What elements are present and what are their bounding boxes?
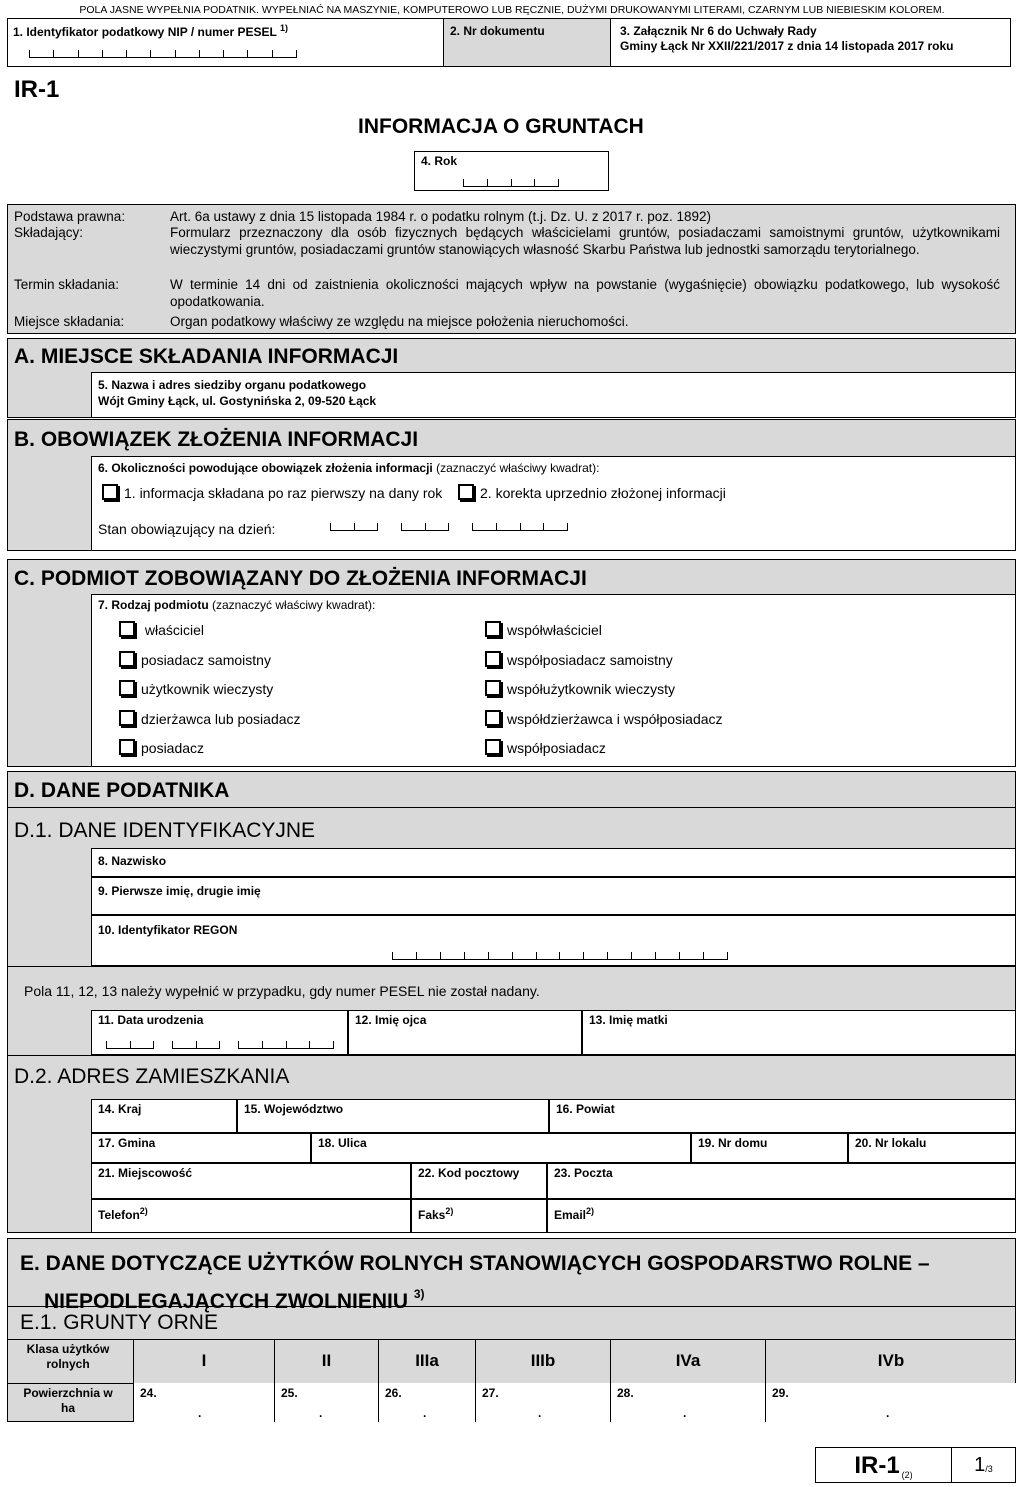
option-wspolposiadacz-samoistny[interactable]: współposiadacz samoistny — [485, 646, 723, 676]
field-nip-pesel[interactable] — [7, 18, 444, 67]
field-nazwisko[interactable] — [91, 848, 1016, 877]
option-wspolwlasciciel[interactable]: współwłaściciel — [485, 616, 723, 646]
field-kraj[interactable]: 14. Kraj — [91, 1099, 237, 1133]
section-b-title: B. OBOWIĄZEK ZŁOŻENIA INFORMACJI — [14, 428, 419, 451]
termin-text: W terminie 14 dni od zaistnienia okoliczności mających wpływ na powstanie (wygaśnięcie) obowiązku podatkowego, lub wysokość opodatkowania. — [170, 277, 1000, 309]
field-ulica[interactable]: 18. Ulica — [311, 1133, 691, 1163]
year-comb[interactable] — [472, 523, 568, 531]
option-uzytkownik-wieczysty[interactable]: użytkownik wieczysty — [119, 675, 301, 705]
class-iiib: IIIb — [476, 1339, 611, 1383]
area-field-29[interactable]: 29. . — [772, 1386, 890, 1420]
field-nr-lokalu[interactable]: 20. Nr lokalu — [848, 1133, 1016, 1163]
field-rok-label: 4. Rok — [421, 154, 458, 168]
powierzchnia-label: Powierzchnia w ha — [23, 1386, 113, 1415]
page-title: INFORMACJA O GRUNTACH — [358, 115, 644, 138]
field-imie-ojca-label: 12. Imię ojca — [355, 1013, 427, 1027]
checkbox-icon[interactable] — [458, 484, 474, 500]
info-block — [7, 204, 1016, 334]
field-rodzaj-hint: (zaznaczyć właściwy kwadrat): — [212, 598, 376, 612]
section-c — [7, 559, 1016, 767]
klasa-label: Klasa użytków rolnych — [26, 1342, 110, 1371]
field-imie-matki[interactable] — [582, 1010, 1016, 1055]
field-organ-label: 5. Nazwa i adres siedziby organu podatkowego — [98, 378, 367, 392]
field-faks[interactable]: Faks$^{2)}$ — [411, 1199, 547, 1233]
field-okolicznosci-hint: (zaznaczyć właściwy kwadrat): — [436, 461, 600, 475]
field-organ[interactable] — [91, 372, 1016, 418]
checkbox-icon[interactable] — [485, 651, 501, 667]
option-wspoluzytkownik[interactable]: współużytkownik wieczysty — [485, 675, 723, 705]
field-okolicznosci-label: 6. Okoliczności powodujące obowiązek złożenia informacji — [98, 461, 433, 475]
footnote-1: 1) — [279, 23, 288, 33]
footer-code: IR-1 (2) — [816, 1448, 952, 1482]
area-field-28[interactable]: 28. . — [611, 1383, 766, 1422]
area-field-25[interactable]: 25. . — [275, 1383, 379, 1422]
section-b — [7, 419, 1016, 551]
field-kod-pocztowy[interactable]: 22. Kod pocztowy — [411, 1163, 547, 1199]
termin-label: Termin składania: — [14, 277, 120, 292]
option-correction[interactable] — [458, 484, 726, 501]
option-first-time-label: 1. informacja składana po raz pierwszy na dany rok — [124, 485, 443, 501]
option-posiadacz-samoistny[interactable]: posiadacz samoistny — [119, 646, 301, 676]
field-wojewodztwo[interactable]: 15. Województwo — [237, 1099, 549, 1133]
field-miejscowosc[interactable]: 21. Miejscowość — [91, 1163, 411, 1199]
field-rodzaj-label: 7. Rodzaj podmiotu — [98, 598, 209, 612]
top-note: POLA JASNE WYPEŁNIA PODATNIK. WYPEŁNIAĆ NA MASZYNIE, KOMPUTEROWO LUB RĘCZNIE, DUŻYMI DRUKOWANYMI LITERAMI, CZARNYM LUB NIEBIESKIM KOLOREM. — [79, 4, 945, 16]
option-dzierzawca[interactable]: dzierżawca lub posiadacz — [119, 705, 301, 735]
section-e1-title: E.1. GRUNTY ORNE — [20, 1311, 218, 1334]
miejsce-label: Miejsce składania: — [14, 314, 125, 329]
day-comb[interactable] — [330, 523, 378, 531]
checkbox-icon[interactable] — [485, 621, 501, 637]
class-iiia: IIIa — [379, 1339, 476, 1383]
field-nazwisko-label: 8. Nazwisko — [98, 854, 167, 868]
attachment-note — [620, 24, 954, 54]
class-ii: II — [275, 1339, 379, 1383]
right-options — [485, 616, 723, 764]
page-number: 1 /3 — [974, 1453, 993, 1476]
section-d-title: D. DANE PODATNIKA — [14, 779, 230, 802]
regon-comb — [392, 952, 728, 960]
attachment-line2: Gminy Łąck Nr XXII/221/2017 z dnia 14 listopada 2017 roku — [620, 39, 954, 53]
field-nr-domu[interactable]: 19. Nr domu — [691, 1133, 848, 1163]
option-wlasciciel[interactable]: właściciel — [119, 616, 301, 646]
field-organ-value: Wójt Gminy Łąck, ul. Gostynińska 2, 09-520 Łąck — [98, 394, 377, 408]
field-rok[interactable] — [414, 151, 609, 191]
option-first-time[interactable] — [102, 484, 442, 501]
podstawa-text: Art. 6a ustawy z dnia 15 listopada 1984 r. o podatku rolnym (t.j. Dz. U. z 2017 r. poz. 1892) — [170, 209, 712, 224]
miejsce-text: Organ podatkowy właściwy ze względu na miejsce położenia nieruchomości. — [170, 314, 629, 329]
area-row — [133, 1383, 1016, 1422]
checkbox-icon[interactable] — [119, 680, 135, 696]
field-gmina[interactable]: 17. Gmina — [91, 1133, 311, 1163]
field-rodzaj-podmiotu — [91, 594, 1016, 767]
field-imie-matki-label: 13. Imię matki — [589, 1013, 668, 1027]
section-e — [7, 1238, 1016, 1422]
option-posiadacz[interactable]: posiadacz — [119, 734, 301, 764]
field-powiat[interactable]: 16. Powiat — [549, 1099, 1016, 1133]
section-a — [7, 338, 1016, 418]
checkbox-icon[interactable] — [485, 680, 501, 696]
section-d — [7, 771, 1016, 1233]
skladajacy-label: Składający: — [14, 225, 84, 240]
field-regon-label: 10. Identyfikator REGON — [98, 923, 238, 937]
left-options — [119, 616, 301, 764]
section-d1-title: D.1. DANE IDENTYFIKACYJNE — [14, 819, 316, 842]
footer-box — [815, 1447, 1016, 1483]
class-iva: IVa — [611, 1339, 766, 1383]
checkbox-icon[interactable] — [119, 651, 135, 667]
area-field-27[interactable]: 27. . — [476, 1383, 611, 1422]
section-e-title: E. DANE DOTYCZĄCE UŻYTKÓW ROLNYCH STANOWIĄCYCH GOSPODARSTWO ROLNE – NIEPODLEGAJĄCYCH ZWOLNIENIU $^{3)}$ — [20, 1252, 930, 1313]
option-wspolposiadacz[interactable]: współposiadacz — [485, 734, 723, 764]
option-correction-label: 2. korekta uprzednio złożonej informacji — [480, 485, 726, 501]
field-nr-dokumentu — [444, 19, 611, 66]
area-field-24[interactable]: 24. . — [134, 1383, 275, 1422]
field-telefon[interactable]: Telefon$^{2)}$ — [91, 1199, 411, 1233]
section-c-title: C. PODMIOT ZOBOWIĄZANY DO ZŁOŻENIA INFORMACJI — [14, 567, 587, 590]
area-field-26[interactable]: 26. . — [379, 1383, 476, 1422]
field-nr-dokumentu-label: 2. Nr dokumentu — [450, 24, 545, 38]
field-email[interactable]: Email$^{2)}$ — [547, 1199, 1016, 1233]
attachment-line1: 3. Załącznik Nr 6 do Uchwały Rady — [620, 24, 817, 38]
section-d2-title: D.2. ADRES ZAMIESZKANIA — [14, 1065, 290, 1088]
checkbox-icon[interactable] — [485, 710, 501, 726]
field-imie-ojca[interactable] — [348, 1010, 582, 1055]
field-data-urodzenia[interactable] — [91, 1010, 348, 1055]
field-imiona-label: 9. Pierwsze imię, drugie imię — [98, 884, 261, 898]
field-imiona[interactable] — [91, 877, 1016, 915]
form-code: IR-1 — [14, 76, 60, 103]
field-poczta[interactable]: 23. Poczta — [547, 1163, 1016, 1199]
checkbox-icon[interactable] — [119, 710, 135, 726]
field-okolicznosci — [91, 456, 1016, 551]
checkbox-icon[interactable] — [485, 739, 501, 755]
podstawa-label: Podstawa prawna: — [14, 209, 126, 224]
nip-comb — [29, 50, 297, 58]
section-a-title: A. MIEJSCE SKŁADANIA INFORMACJI — [14, 345, 399, 368]
class-i: I — [134, 1339, 275, 1383]
field-regon[interactable] — [91, 915, 1016, 966]
month-comb[interactable] — [401, 523, 449, 531]
stan-label: Stan obowiązujący na dzień: — [98, 521, 276, 537]
pesel-note: Pola 11, 12, 13 należy wypełnić w przypadku, gdy numer PESEL nie został nadany. — [24, 983, 540, 999]
skladajacy-text: Formularz przeznaczony dla osób fizycznych będących właścicielami gruntów, posiadaczami samoistnymi gruntów, użytkownikami wieczystymi gruntów, posiadaczami gruntów stanowiących własność Skarbu Państwa lub jednostki samorządu terytorialnego. — [170, 225, 1000, 257]
rok-comb — [463, 179, 559, 187]
checkbox-icon[interactable] — [102, 484, 118, 500]
checkbox-icon[interactable] — [119, 739, 135, 755]
field-data-urodzenia-label: 11. Data urodzenia — [98, 1013, 204, 1027]
field-nip-label: 1. Identyfikator podatkowy NIP / numer PESEL — [13, 25, 277, 39]
option-wspoldzierzawca[interactable]: współdzierżawca i współposiadacz — [485, 705, 723, 735]
class-header-row — [133, 1339, 1016, 1383]
checkbox-icon[interactable] — [119, 621, 135, 637]
class-ivb: IVb — [877, 1351, 905, 1370]
